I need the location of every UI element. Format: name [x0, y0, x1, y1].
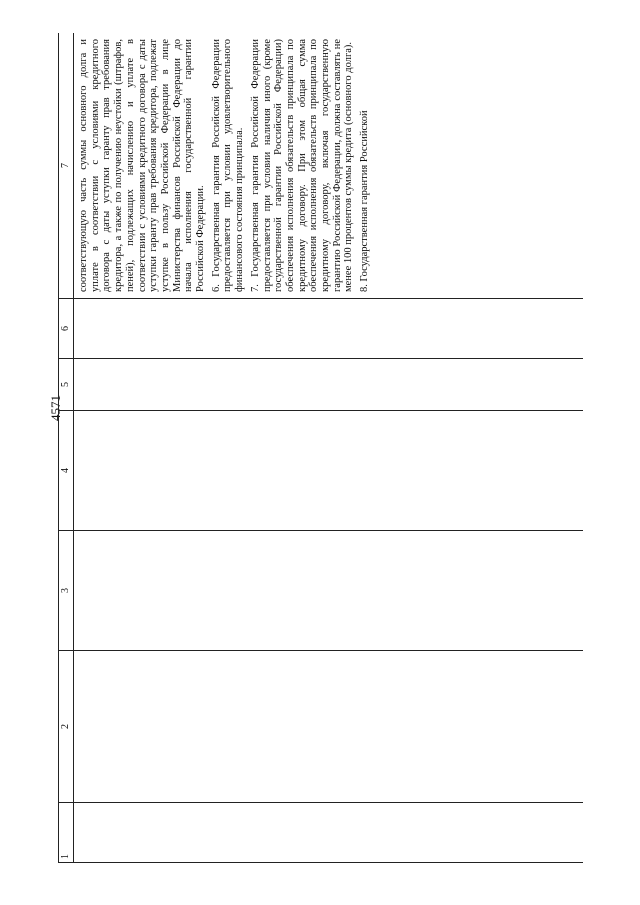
cell-col-4 — [74, 411, 584, 531]
column-header-3: 3 — [59, 531, 74, 651]
column-header-2: 2 — [59, 651, 74, 803]
paragraph-continuation: соответствующую часть суммы основного долга и уплате в соответствии с условиями кредитного договора с даты уступки гаранту прав требования кредитора, а также по получению неустойки (штрафов, пеней), подлежащих начислению и уплате в соответствии с условиями кредитного договора с даты уступки гаранту прав требования кредитора, подлежат уступке в пользу Российской Федерации в лице Министерства финансов Российской Федерации до начала исполнения государственной гарантии Российской Федерации. — [78, 39, 207, 292]
cell-col-1 — [74, 803, 584, 863]
cell-col-2 — [74, 651, 584, 803]
column-header-1: 1 — [59, 803, 74, 863]
cell-col-5 — [74, 359, 584, 411]
rotated-table-container — [58, 33, 583, 863]
column-header-5: 5 — [59, 359, 74, 411]
cell-col-6 — [74, 299, 584, 359]
paragraph-7: 7. Государственная гарантия Российской Федерации предоставляется при условии наличия иного (кроме государственной гарантии Российской Федерации) обеспечения исполнения обязательств принципала по кредитному договору. При этом общая сумма обеспечения исполнения обязательств принципала по кредитному договору, включая государственную гарантию Российской Федерации, должна составлять не менее 100 процентов суммы кредита (основного долга). — [249, 39, 355, 292]
column-header-4: 4 — [59, 411, 74, 531]
paragraph-6: 6. Государственная гарантия Российской Федерации предоставляется при условии удовлетворительного финансового состояния принципала. — [210, 39, 246, 292]
page-number: 4571 — [48, 395, 63, 421]
table-body-row — [74, 33, 584, 863]
table-frame — [58, 33, 583, 863]
cell-col-3 — [74, 531, 584, 651]
column-header-7: 7 — [59, 33, 74, 299]
law-table — [58, 33, 583, 863]
cell-col-7 — [74, 33, 584, 299]
column-header-6: 6 — [59, 299, 74, 359]
table-header-row — [59, 33, 74, 863]
paragraph-8: 8. Государственная гарантия Российской — [359, 110, 371, 292]
